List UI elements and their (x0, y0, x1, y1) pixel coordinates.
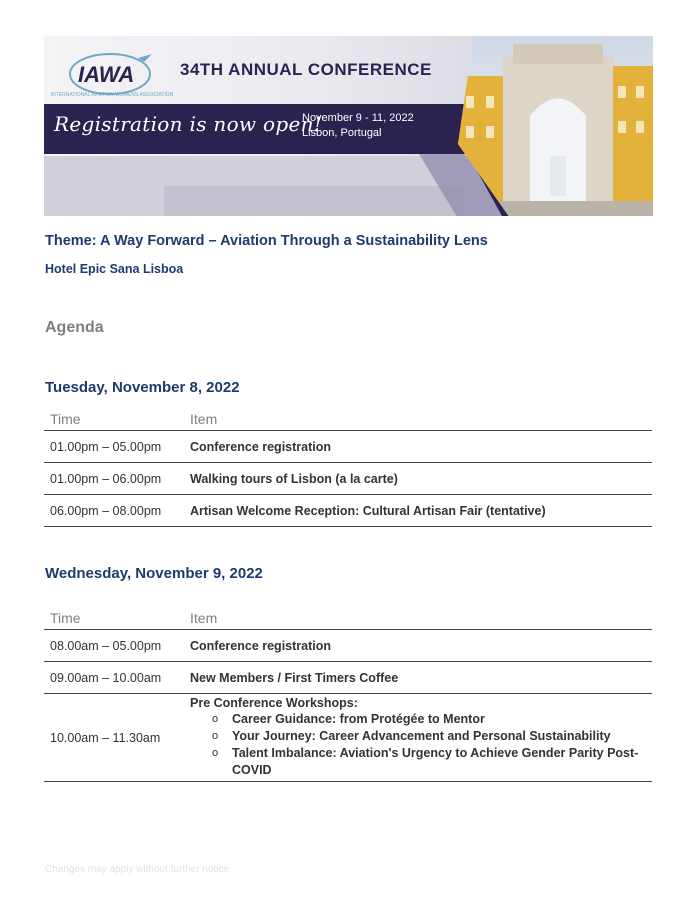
column-header-time: Time (50, 610, 81, 626)
column-header-time: Time (50, 411, 81, 427)
list-item: o Career Guidance: from Protégée to Mentor (212, 711, 646, 728)
list-item: o Talent Imbalance: Aviation's Urgency to Achieve Gender Parity Post-COVID (212, 745, 646, 779)
footer-note: Changes may apply without further notice (45, 864, 229, 875)
row-time: 01.00pm – 05.00pm (50, 439, 162, 454)
table-row (44, 495, 652, 527)
agenda-heading: Agenda (45, 319, 104, 336)
row-item: Conference registration (190, 638, 332, 653)
schedule-table-tuesday (44, 401, 652, 527)
table-row (44, 630, 652, 662)
row-time: 10.00am – 11.30am (50, 730, 161, 745)
conference-banner (44, 36, 653, 216)
location-line: Lisbon, Portugal (302, 127, 382, 139)
day-title-tuesday: Tuesday, November 8, 2022 (45, 379, 240, 396)
workshop-list (190, 711, 646, 779)
logo-wordmark: IAWA (78, 62, 135, 87)
table-row (44, 463, 652, 495)
list-item: o Your Journey: Career Advancement and Personal Sustainability (212, 728, 646, 745)
row-time: 01.00pm – 06.00pm (50, 471, 162, 486)
row-item-workshops (184, 694, 652, 782)
banner-background-shape (164, 186, 464, 216)
conference-theme: Theme: A Way Forward – Aviation Through a Sustainability Lens (45, 233, 488, 249)
conference-dates (302, 111, 414, 141)
row-time: 08.00am – 05.00pm (50, 638, 162, 653)
dates-line: November 9 - 11, 2022 (302, 112, 414, 124)
row-time: 09.00am – 10.00am (50, 670, 162, 685)
row-time: 06.00pm – 08.00pm (50, 503, 162, 518)
row-item: Walking tours of Lisbon (a la carte) (190, 471, 398, 486)
row-item: New Members / First Timers Coffee (190, 670, 399, 685)
table-header-row (44, 600, 652, 630)
iawa-logo (50, 44, 174, 100)
table-row (44, 694, 652, 782)
row-item: Artisan Welcome Reception: Cultural Artisan Fair (tentative) (190, 503, 546, 518)
row-item: Conference registration (190, 439, 332, 454)
day-title-wednesday: Wednesday, November 9, 2022 (45, 565, 263, 582)
hotel-name: Hotel Epic Sana Lisboa (45, 262, 184, 276)
workshops-title: Pre Conference Workshops: (190, 696, 358, 710)
schedule-table-wednesday (44, 600, 652, 782)
table-row (44, 662, 652, 694)
column-header-item: Item (190, 411, 218, 427)
table-row (44, 431, 652, 463)
registration-open-text: Registration is now open! (54, 112, 323, 136)
conference-title: 34TH ANNUAL CONFERENCE (180, 60, 432, 79)
svg-text:INTERNATIONAL AVIATION WOMENS: INTERNATIONAL AVIATION WOMENS ASSOCIATION (50, 92, 174, 98)
column-header-item: Item (190, 610, 218, 626)
table-header-row (44, 401, 652, 431)
